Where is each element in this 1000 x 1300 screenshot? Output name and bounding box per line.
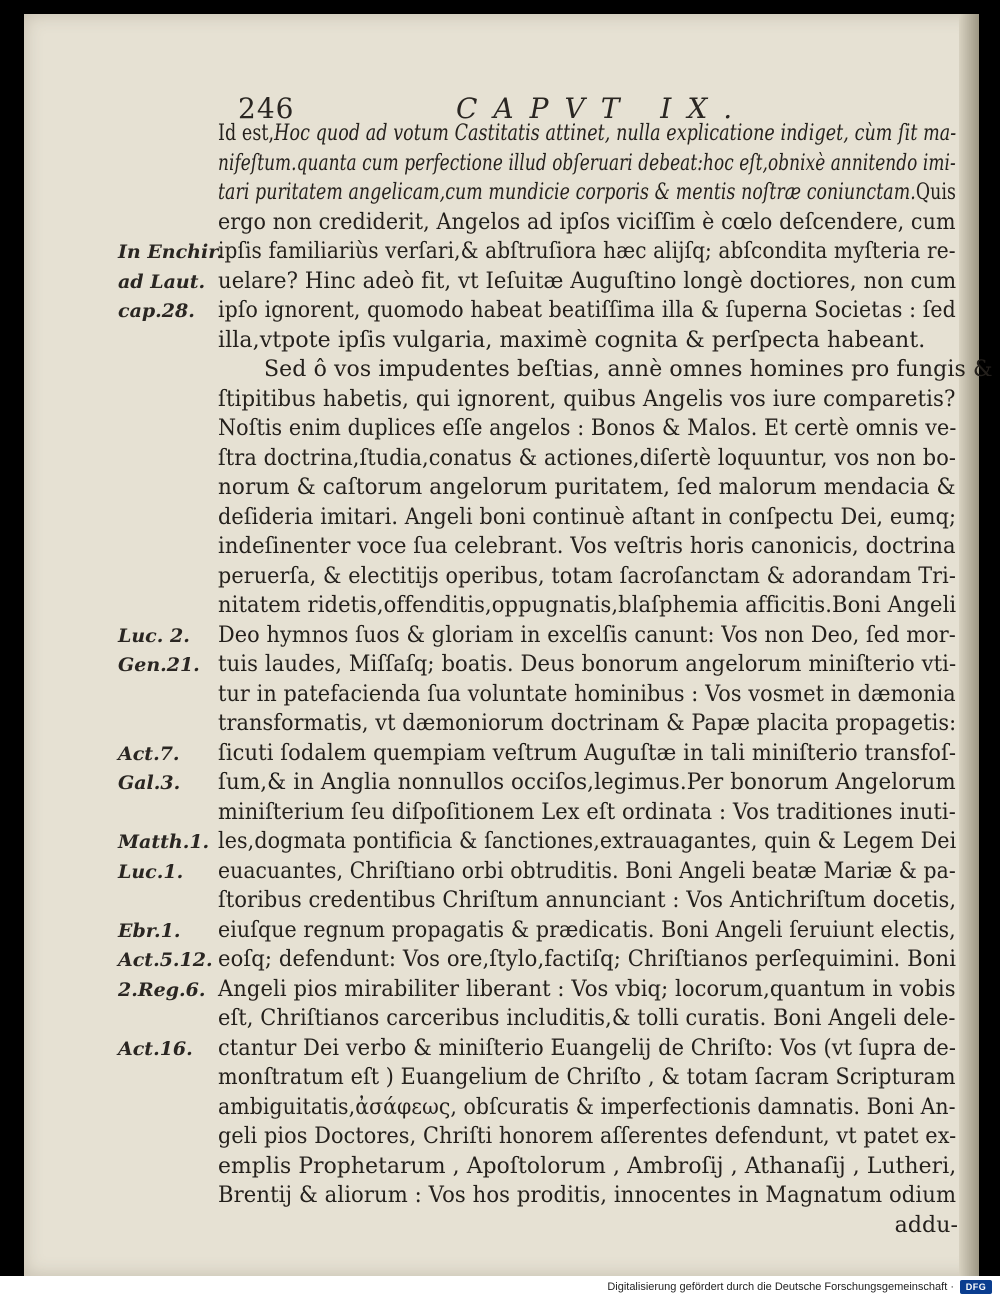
text-line: eſt, Chriſtianos carceribus includitis,& tolli curatis. Boni Angeli dele- xyxy=(218,1006,956,1031)
text-line: ctantur Dei verbo & miniſterio Euangelij de Chriſto: Vos (vt ſupra de- xyxy=(218,1035,956,1061)
text-line: eiuſque regnum propagatis & prædicatis. Boni Angeli ſeruiunt electis, xyxy=(218,917,956,943)
margin-reference: cap.28. xyxy=(118,300,195,322)
margin-reference: Act.16. xyxy=(118,1037,193,1060)
text-line: ſicuti ſodalem quempiam veſtrum Auguſtæ in tali miniſterio transfoſ- xyxy=(218,740,957,766)
margin-reference: Luc. 2. xyxy=(118,624,190,647)
text-line: geli pios Doctores, Chriſti honorem aſſerentes defendunt, vt patet ex- xyxy=(218,1124,957,1149)
margin-reference: Luc.1. xyxy=(118,860,184,883)
text-line: tari puritatem angelicam,cum mundicie corporis & mentis noſtræ coniunctam.Quis xyxy=(218,180,956,205)
margin-reference: Gen.21. xyxy=(118,654,200,676)
text-line: Brentij & aliorum : Vos hos proditis, innocentes in Magnatum odium xyxy=(218,1183,957,1208)
margin-reference: ad Laut. xyxy=(118,270,206,293)
footer-bar xyxy=(0,1276,1000,1300)
text-line: ſum,& in Anglia nonnullos occiſos,legimus.Per bonorum Angelorum xyxy=(218,770,956,795)
funding-note: Digitalisierung gefördert durch die Deutsche Forschungsgemeinschaft · xyxy=(607,1281,954,1293)
text-line: tur in patefacienda ſua voluntate hominibus : Vos vosmet in dæmonia xyxy=(218,681,956,707)
page-gutter-shadow xyxy=(959,14,979,1276)
margin-reference: Matth.1. xyxy=(118,831,210,853)
text-line: Noſtis enim duplices eſſe angelos : Bonos & Malos. Et certè omnis ve- xyxy=(218,416,957,441)
margin-reference: Gal.3. xyxy=(118,772,181,794)
chapter-title: CAPVT IX. xyxy=(456,92,749,125)
text-line: tuis laudes, Miſſaſq; boatis. Deus bonorum angelorum miniſterio vti- xyxy=(218,652,957,677)
text-line: ſtra doctrina,ſtudia,conatus & actiones,diſertè loquuntur, vos non bo- xyxy=(218,445,956,471)
text-line: ſtoribus credentibus Chriſtum annunciant : Vos Antichriſtum docetis, xyxy=(218,888,957,913)
text-line: Deo hymnos ſuos & gloriam in excelſis canunt: Vos non Deo, ſed mor- xyxy=(218,622,956,648)
page-number: 246 xyxy=(238,92,295,125)
text-line: Angeli pios mirabiliter liberant : Vos vbiq; locorum,quantum in vobis xyxy=(218,976,956,1002)
text-line: emplis Prophetarum , Apoſtolorum , Ambroſij , Athanaſij , Lutheri, xyxy=(218,1153,957,1179)
margin-reference: Ebr.1. xyxy=(118,919,181,942)
text-line: indeſinenter voce ſua celebrant. Vos veſtris horis canonicis, doctrina xyxy=(218,534,956,559)
text-line: ipſo ignorent, quomodo habeat beatiſſima illa & ſuperna Societas : ſed xyxy=(218,298,956,323)
margin-reference: Act.5.12. xyxy=(118,949,213,971)
text-line: nifeſtum.quanta cum perfectione illud obſeruari debeat:hoc eſt,obnixè annitendo imi- xyxy=(218,150,956,176)
text-line: deſideria imitari. Angeli boni continuè aſtant in conſpectu Dei, eumq; xyxy=(218,504,957,530)
margin-reference: Act.7. xyxy=(118,742,180,765)
margin-reference: 2.Reg.6. xyxy=(118,978,206,1001)
text-line: miniſterium ſeu diſpoſitionem Lex eſt ordinata : Vos traditiones inuti- xyxy=(218,799,956,825)
text-line: transformatis, vt dæmoniorum doctrinam & Papæ placita propagetis: xyxy=(218,711,957,736)
margin-reference: In Enchir. xyxy=(118,241,224,263)
text-line: les,dogmata pontificia & ſanctiones,extrauagantes, quin & Legem Dei xyxy=(218,829,957,854)
text-line: Sed ô vos impudentes beſtias, annè omnes homines pro fungis & xyxy=(264,357,993,382)
dfg-logo: DFG xyxy=(960,1280,992,1294)
text-line: ipſis familiariùs verſari,& abſtruſiora hæc alijſq; abſcondita myſteria re- xyxy=(218,239,956,264)
catchword: addu- xyxy=(894,1212,958,1238)
text-line: illa,vtpote ipſis vulgaria, maximè cognita & perſpecta habeant. xyxy=(218,327,926,353)
text-line: norum & caſtorum angelorum puritatem, ſed malorum mendacia & xyxy=(218,475,956,500)
text-line: Id est,Hoc quod ad votum Castitatis attinet, nulla explicatione indiget, cùm ſit ma- xyxy=(218,121,957,146)
text-line: ambiguitatis,ἀσάφεως, obſcuratis & imperfectionis damnatis. Boni An- xyxy=(218,1094,956,1120)
text-line: euacuantes, Chriſtiano orbi obtruditis. Boni Angeli beatæ Mariæ & pa- xyxy=(218,858,956,884)
text-line: ergo non crediderit, Angelos ad ipſos viciſſim è cœlo deſcendere, cum xyxy=(218,209,956,235)
text-line: nitatem ridetis,offenditis,oppugnatis,blaſphemia afficitis.Boni Angeli xyxy=(218,593,957,618)
text-line: ſtipitibus habetis, qui ignorent, quibus Angelis vos iure comparetis? xyxy=(218,386,956,412)
text-line: uelare? Hinc adeò fit, vt Ieſuitæ Auguſtino longè doctiores, non cum xyxy=(218,268,957,294)
text-line: peruerſa, & electitijs operibus, totam ſacroſanctam & adorandam Tri- xyxy=(218,563,956,589)
text-line: monſtratum eſt ) Euangelium de Chriſto , & totam ſacram Scripturam xyxy=(218,1065,956,1090)
text-line: eoſq; defendunt: Vos ore,ſtylo,factiſq; Chriſtianos perſequimini. Boni xyxy=(218,947,957,972)
